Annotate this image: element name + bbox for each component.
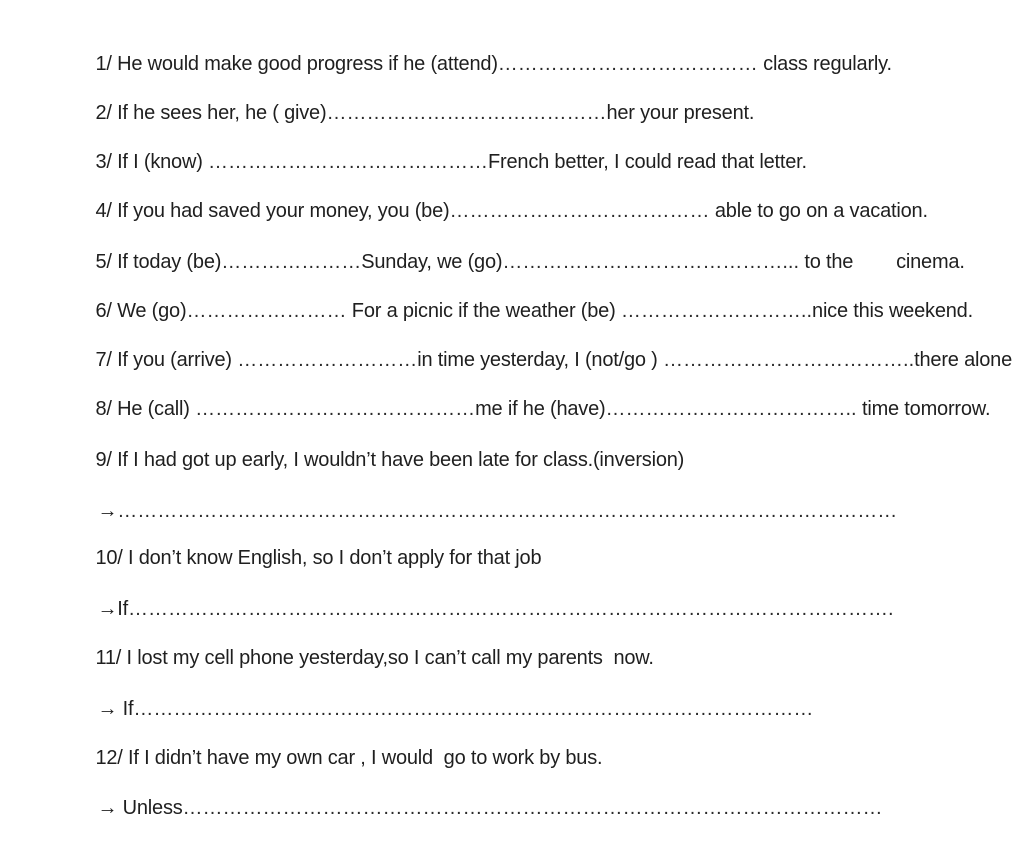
- item-number: 12/: [95, 747, 123, 769]
- answer-blank[interactable]: …………………………………………………………………………………………: [133, 698, 814, 720]
- item-number: 5/: [95, 251, 112, 273]
- sentence-text: If today (be): [117, 251, 222, 273]
- sentence-text: If I had got up early, I wouldn’t have been late for class.(inversion): [117, 449, 685, 471]
- arrow-icon: →: [97, 500, 118, 522]
- sentence-text: If you had saved your money, you (be): [117, 200, 450, 222]
- sentence-text: I lost my cell phone yesterday,so I can’t call my parents now.: [126, 647, 654, 669]
- sentence-text: nice this weekend.: [812, 300, 973, 322]
- sentence-text: Sunday, we (go): [361, 251, 503, 273]
- answer-blank[interactable]: ……………………………………: [195, 398, 476, 420]
- answer-blank[interactable]: ……………………………………...: [502, 251, 800, 273]
- item-number: 4/: [95, 200, 112, 222]
- answer-blank[interactable]: …………………………………: [449, 200, 710, 222]
- sentence-text: He would make good progress if he (attend): [117, 53, 498, 75]
- answer-prefix: If: [117, 698, 134, 720]
- sentence-text: able to go on a vacation.: [709, 200, 928, 222]
- arrow-icon: →: [97, 698, 118, 720]
- answer-blank[interactable]: ………………………..: [620, 300, 813, 322]
- answer-prefix: Unless: [117, 797, 183, 819]
- answer-blank[interactable]: …………………………………: [497, 53, 758, 75]
- sentence-text: class regularly.: [757, 53, 892, 75]
- sentence-text: in time yesterday, I (not/go ): [417, 349, 664, 371]
- item-number: 6/: [95, 300, 112, 322]
- item-number: 8/: [95, 398, 112, 420]
- sentence-text: I don’t know English, so I don’t apply for that job: [128, 547, 542, 569]
- item-number: 3/: [95, 151, 112, 173]
- answer-blank[interactable]: ………………………………………………………………………………………………………: [117, 500, 898, 522]
- sentence-text: If I didn’t have my own car , I would go to work by bus.: [128, 747, 603, 769]
- answer-blank[interactable]: …………………………………………………………………………………………………….: [127, 598, 894, 620]
- answer-line-12: [76, 772, 883, 844]
- item-number: 7/: [95, 349, 112, 371]
- sentence-text: time tomorrow.: [856, 398, 991, 420]
- sentence-text: to the cinema.: [799, 251, 965, 273]
- item-number: 9/: [95, 449, 112, 471]
- sentence-text: French better, I could read that letter.: [488, 151, 807, 173]
- item-number: 10/: [95, 547, 123, 569]
- item-number: 1/: [95, 53, 112, 75]
- sentence-text: me if he (have): [475, 398, 606, 420]
- answer-blank[interactable]: ……………………………………: [208, 151, 489, 173]
- answer-blank[interactable]: ……………………………………………………………………………………………: [182, 797, 883, 819]
- item-number: 11/: [95, 647, 122, 669]
- answer-blank[interactable]: ………………………: [237, 349, 418, 371]
- sentence-text: there alone: [914, 349, 1013, 371]
- answer-blank[interactable]: ………………………………..: [605, 398, 857, 420]
- answer-prefix: If: [117, 598, 128, 620]
- sentence-text: If he sees her, he ( give): [117, 102, 327, 124]
- sentence-text: For a picnic if the weather (be): [346, 300, 621, 322]
- sentence-text: He (call): [117, 398, 196, 420]
- sentence-text: If I (know): [117, 151, 209, 173]
- answer-blank[interactable]: ……………………: [186, 300, 347, 322]
- arrow-icon: →: [97, 598, 118, 620]
- sentence-text: We (go): [117, 300, 187, 322]
- sentence-text: If you (arrive): [117, 349, 238, 371]
- sentence-text: her your present.: [606, 102, 755, 124]
- answer-blank[interactable]: ………………………………..: [663, 349, 915, 371]
- arrow-icon: →: [97, 797, 118, 819]
- answer-blank[interactable]: …………………: [221, 251, 362, 273]
- item-number: 2/: [95, 102, 112, 124]
- answer-blank[interactable]: ……………………………………: [326, 102, 607, 124]
